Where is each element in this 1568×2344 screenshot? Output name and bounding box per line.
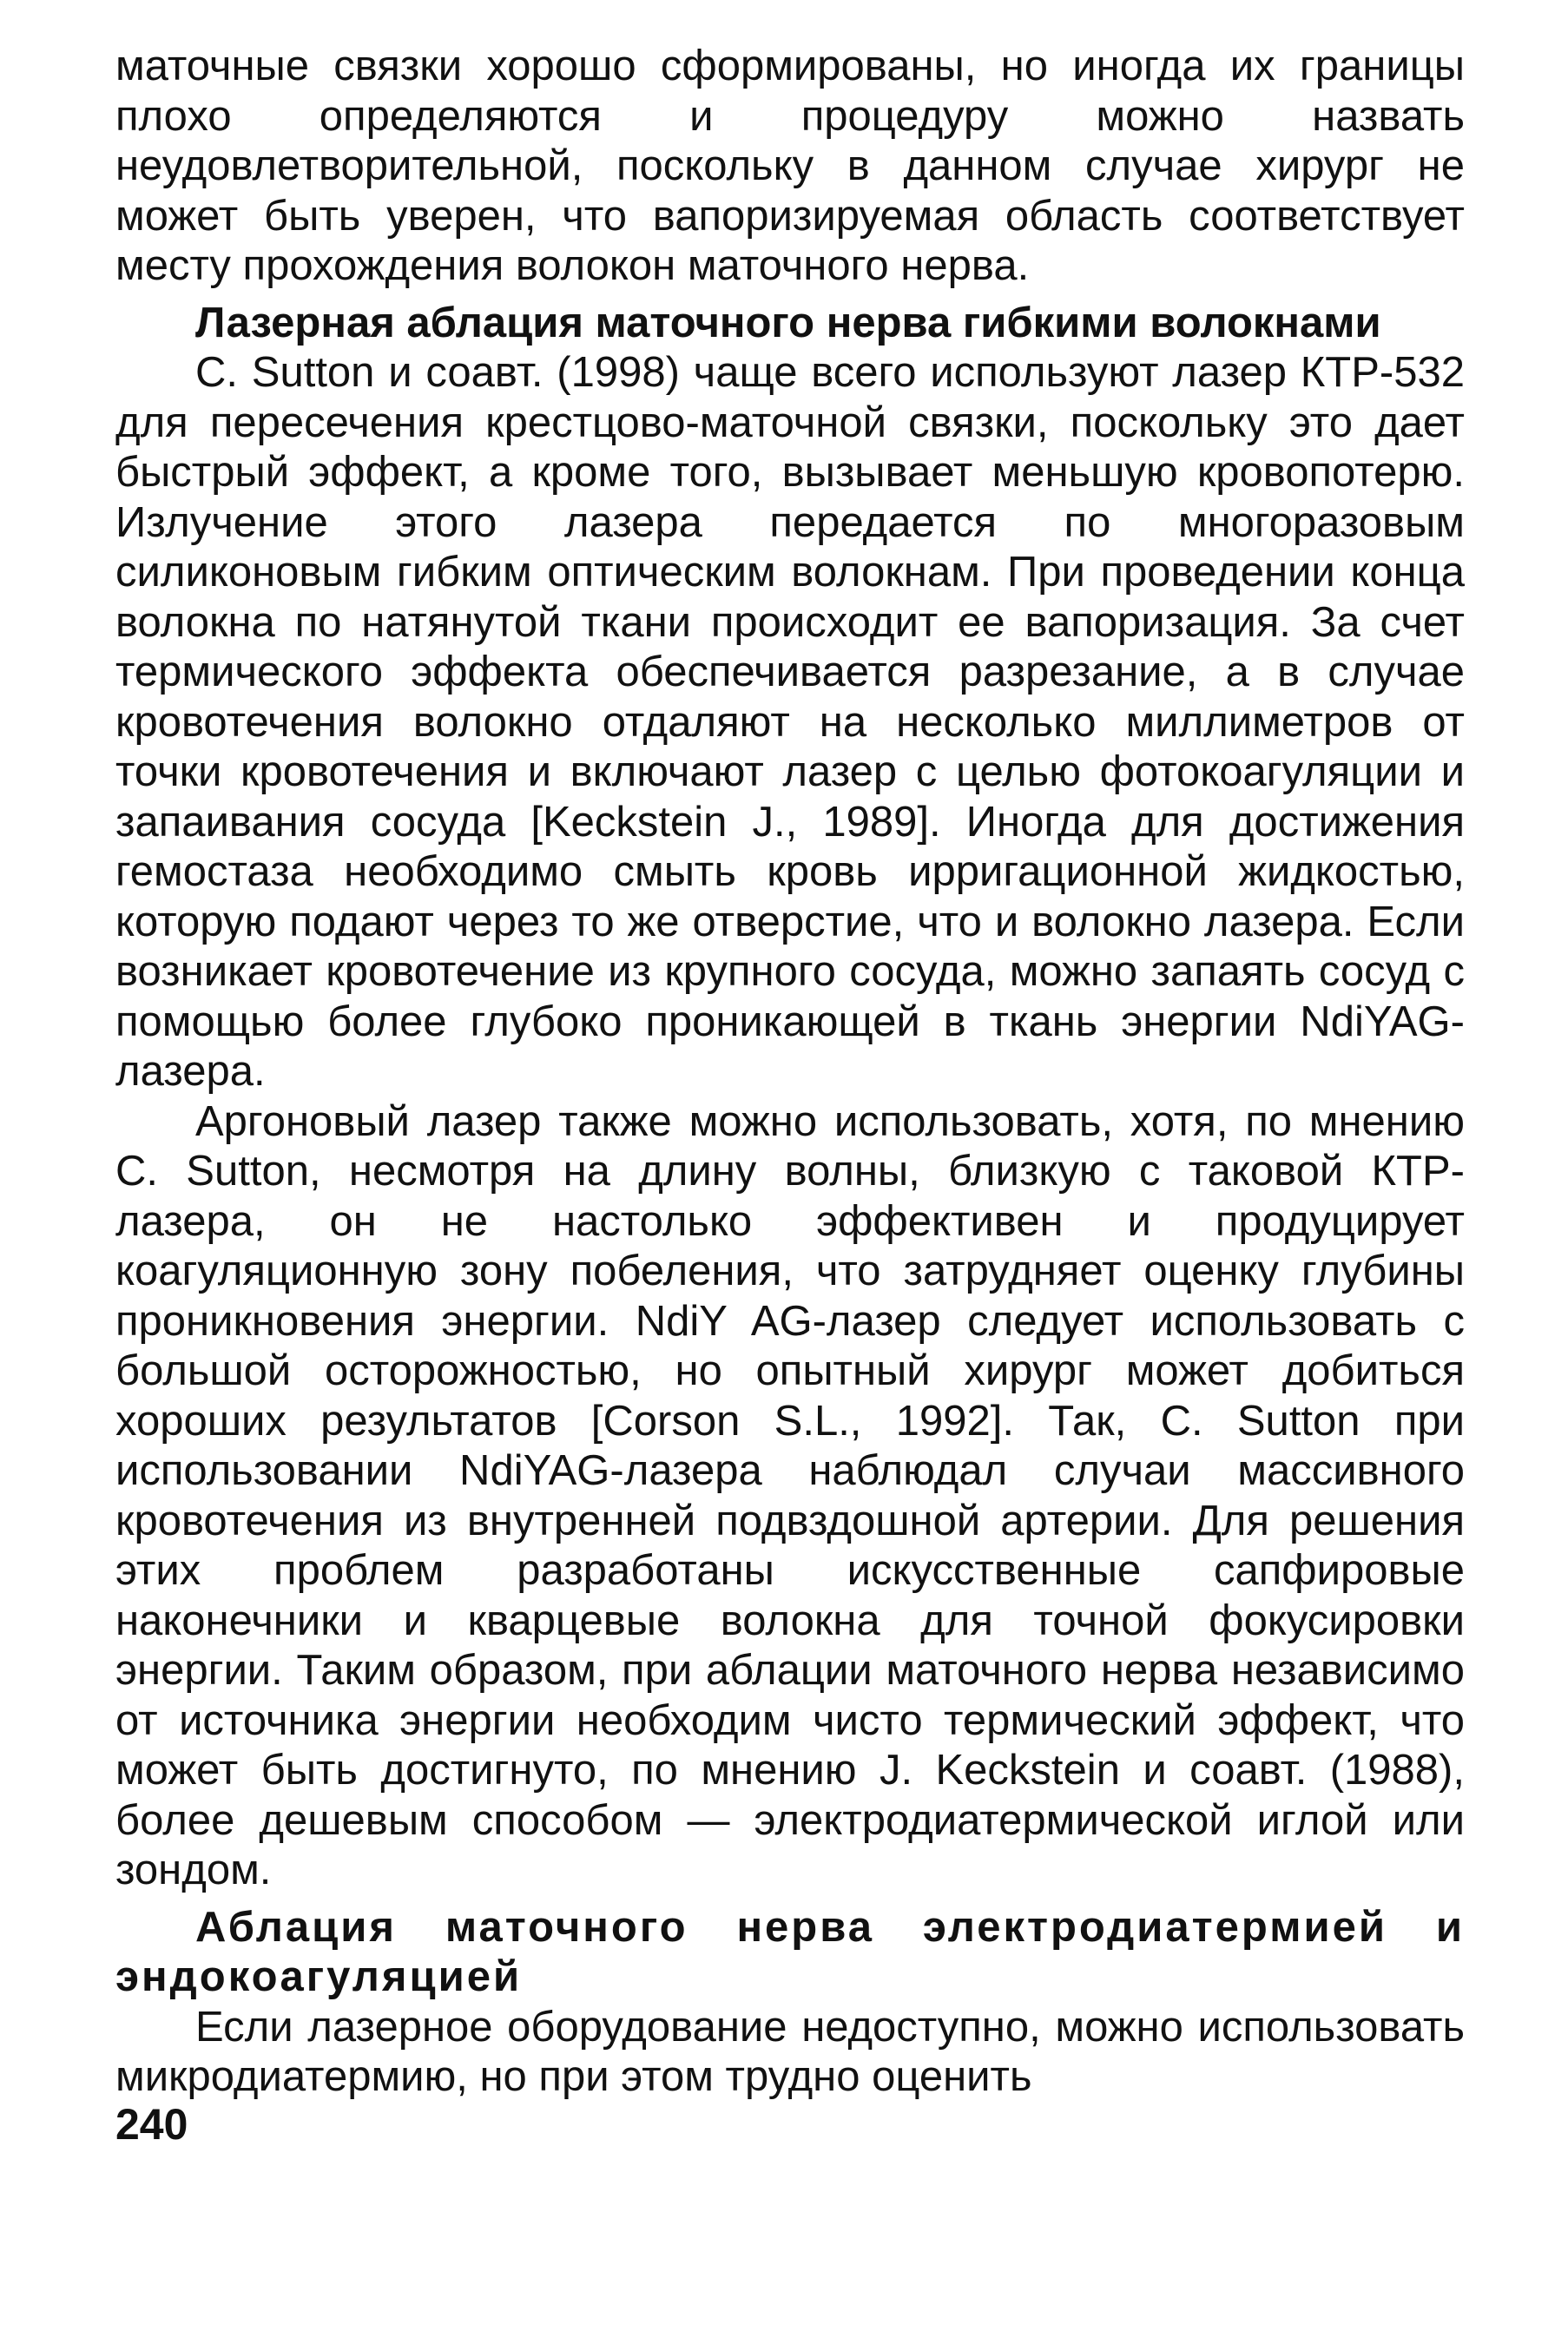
- section-heading-laser-ablation: Лазерная аблация маточного нерва гибкими волокнами: [195, 299, 1381, 346]
- paragraph-laser-ktp: C. Sutton и соавт. (1998) чаще всего используют лазер КТР-532 для пересечения крестцово-маточной связки, поскольку это дает быстрый эффект, а кроме того, вызывает меньшую кровопотерю. Излучение этого лазера передается по многоразовым силиконовым гибким оптическим волокнам. При проведении конца волокна по натянутой ткани происходит ее вапоризация. За счет термического эффекта обеспечивается разрезание, а в случае кровотечения волокно отдаляют на несколько миллиметров от точки кровотечения и включают лазер с целью фотокоагуляции и запаивания сосуда [Keckstein J., 1989]. Иногда для достижения гемостаза необходимо смыть кровь ирригационной жидкостью, которую подают через то же отверстие, что и волокно лазера. Если возникает кровотечение из крупного сосуда, можно запаять сосуд с помощью более глубоко проникающей в ткань энергии NdiYAG-лазера.: [115, 349, 1465, 1095]
- page-body: [115, 42, 1465, 2103]
- paragraph-argon-laser: Аргоновый лазер также можно использовать, хотя, по мнению C. Sutton, несмотря на длину волны, близкую с таковой КТР-лазера, он не настолько эффективен и продуцирует коагуляционную зону побеления, что затрудняет оценку глубины проникновения энергии. NdiY AG-лазер следует использовать с большой осторожностью, но опытный хирург может добиться хороших результатов [Corson S.L., 1992]. Так, C. Sutton при использовании NdiYAG-лазера наблюдал случаи массивного кровотечения из внутренней подвздошной артерии. Для решения этих проблем разработаны искусственные сапфировые наконечники и кварцевые волокна для точной фокусировки энергии. Таким образом, при аблации маточного нерва независимо от источника энергии необходим чисто термический эффект, что может быть достигнуто, по мнению J. Keckstein и соавт. (1988), более дешевым способом — электродиатермической иглой или зондом.: [115, 1097, 1465, 1893]
- section-heading-electrodiathermy: Аблация маточного нерва электродиатермией и эндокоагуляцией: [115, 1903, 1465, 2000]
- paragraph-continued: маточные связки хорошо сформированы, но иногда их границы плохо определяются и процедуру можно назвать неудовлетворительной, поскольку в данном случае хирург не может быть уверен, что вапоризируемая область соответствует месту прохождения волокон маточного нерва.: [115, 43, 1465, 289]
- paragraph-microdiathermy: Если лазерное оборудование недоступно, можно использовать микродиатермию, но при этом трудно оценить: [115, 2003, 1465, 2100]
- page-number: 240: [115, 2100, 188, 2149]
